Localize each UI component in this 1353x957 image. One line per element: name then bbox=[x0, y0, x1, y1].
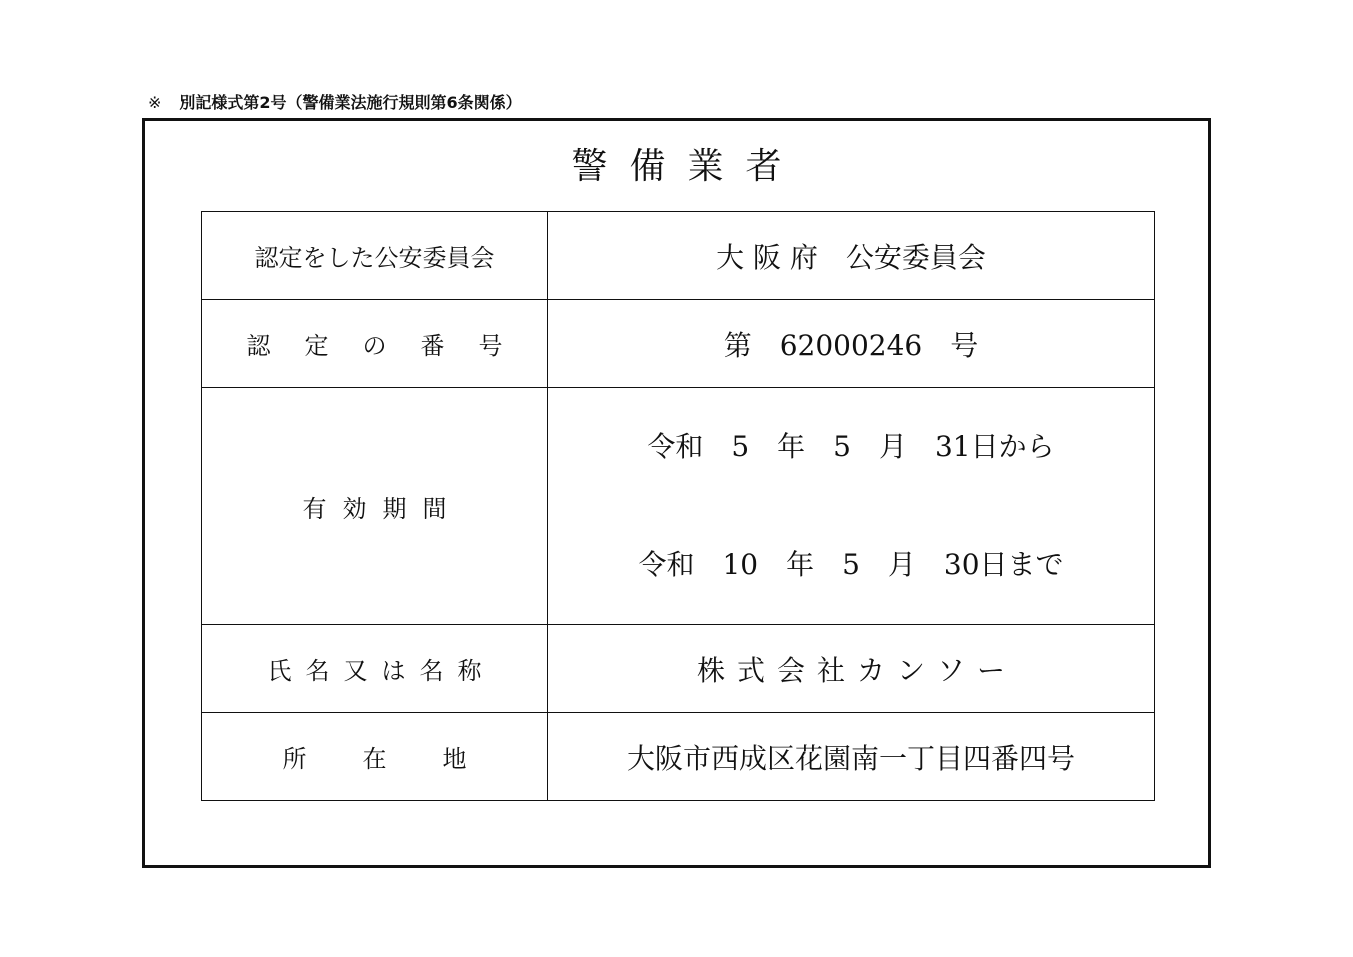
table-row-address bbox=[202, 713, 1155, 801]
name-label: 氏名又は名称 bbox=[267, 657, 496, 685]
validity-to: 令和 10 年 5 月 30日まで bbox=[638, 548, 1064, 581]
value-cell-validity bbox=[548, 388, 1155, 625]
label-cell-validity bbox=[202, 388, 548, 625]
label-cell-address bbox=[202, 713, 548, 801]
label-cell-commission bbox=[202, 212, 548, 300]
value-cell-cert-number bbox=[548, 300, 1155, 388]
validity-from: 令和 5 年 5 月 31日から bbox=[647, 430, 1055, 463]
value-cell-commission bbox=[548, 212, 1155, 300]
table-row-validity bbox=[202, 388, 1155, 625]
cert-number-value: 第 62000246 号 bbox=[723, 328, 979, 362]
table-row-name bbox=[202, 625, 1155, 713]
cert-number-label: 認定の番号 bbox=[246, 332, 537, 360]
company-name-value: 株式会社カンソー bbox=[696, 653, 1017, 687]
table-row-cert-number bbox=[202, 300, 1155, 388]
form-reference-note bbox=[148, 90, 522, 113]
commission-label: 認定をした公安委員会 bbox=[254, 244, 495, 272]
sign-heading: 警備業者 bbox=[571, 146, 804, 187]
validity-label: 有効期間 bbox=[302, 494, 463, 523]
address-label: 所在地 bbox=[282, 745, 523, 773]
reference-mark: ※ bbox=[148, 93, 162, 112]
form-reference-text: 別記様式第2号（警備業法施行規則第6条関係） bbox=[179, 93, 522, 112]
label-cell-cert-number bbox=[202, 300, 548, 388]
sign-frame bbox=[142, 118, 1211, 868]
label-cell-name bbox=[202, 625, 548, 713]
commission-value: 大 阪 府 公安委員会 bbox=[716, 240, 986, 274]
address-value: 大阪市西成区花園南一丁目四番四号 bbox=[626, 741, 1075, 775]
certification-table bbox=[201, 211, 1155, 801]
value-cell-name bbox=[548, 625, 1155, 713]
table-row-commission bbox=[202, 212, 1155, 300]
value-cell-address bbox=[548, 713, 1155, 801]
